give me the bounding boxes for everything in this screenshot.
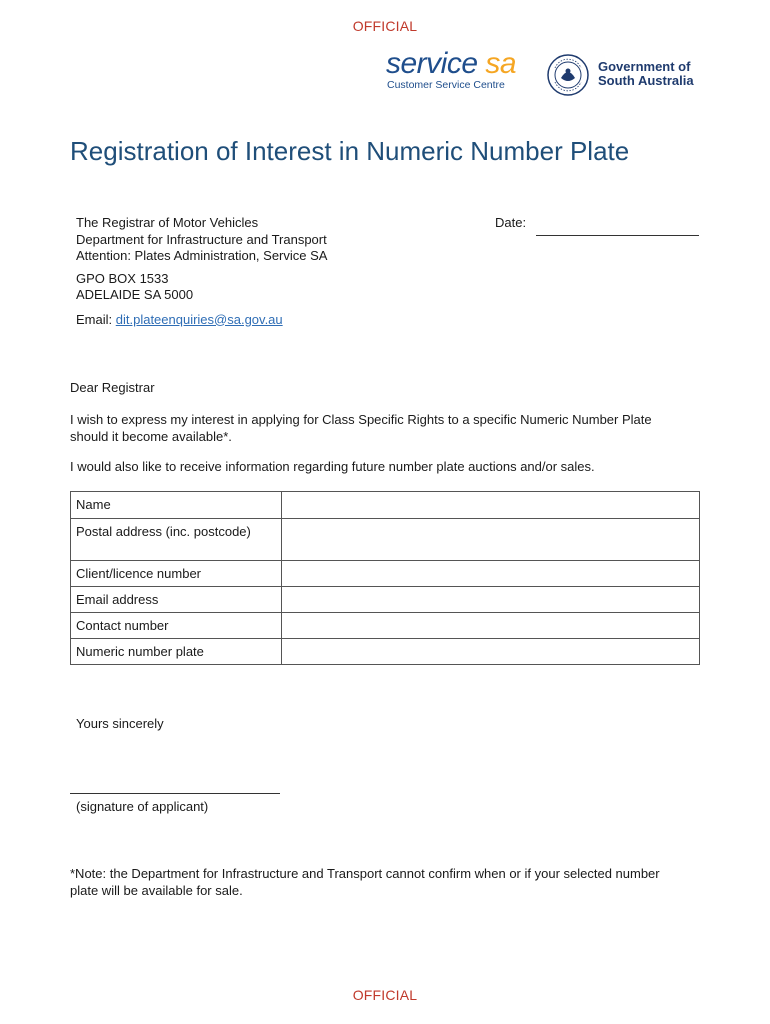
table-row [71, 587, 700, 613]
field-input-number-plate[interactable] [282, 639, 700, 665]
addressee-line: ADELAIDE SA 5000 [76, 287, 194, 302]
email-label: Email: [76, 311, 113, 327]
field-input-client-licence[interactable] [282, 561, 700, 587]
addressee-line: Attention: Plates Administration, Service SA [76, 248, 328, 263]
addressee-line: GPO BOX 1533 [76, 270, 169, 286]
applicant-details-table [70, 491, 700, 665]
date-field-line[interactable] [536, 235, 699, 236]
south-australia-seal-icon [547, 54, 589, 96]
table-row [71, 639, 700, 665]
service-sa-subtitle: Customer Service Centre [387, 79, 505, 91]
addressee-line: Department for Infrastructure and Transport [76, 231, 327, 247]
government-sa-logo-text [598, 60, 694, 88]
salutation: Dear Registrar [70, 380, 155, 395]
table-row [71, 519, 700, 561]
field-input-postal-address[interactable] [282, 519, 700, 561]
field-label-name: Name [71, 492, 282, 519]
addressee-block [76, 215, 327, 328]
field-input-name[interactable] [282, 492, 700, 519]
gov-line-2: South Australia [598, 73, 694, 88]
table-row [71, 492, 700, 519]
official-marking-top: OFFICIAL [352, 18, 418, 34]
service-sa-logo-word: service [386, 47, 478, 80]
field-label-contact: Contact number [71, 613, 282, 639]
field-label-email: Email address [71, 587, 282, 613]
footnote: *Note: the Department for Infrastructure and Transport cannot confirm when or if your selected number plate will be available for sale. [70, 866, 660, 898]
service-sa-logo-sa: sa [485, 47, 517, 80]
field-label-number-plate: Numeric number plate [71, 639, 282, 665]
field-input-email[interactable] [282, 587, 700, 613]
email-link[interactable]: dit.plateenquiries@sa.gov.au [115, 311, 283, 327]
official-marking-bottom: OFFICIAL [352, 987, 418, 1003]
addressee-line: The Registrar of Motor Vehicles [76, 215, 259, 230]
email-line [76, 312, 327, 329]
date-label: Date: [495, 215, 527, 230]
field-label-client-licence: Client/licence number [71, 561, 282, 587]
field-input-contact[interactable] [282, 613, 700, 639]
interest-paragraph: I wish to express my interest in applying for Class Specific Rights to a specific Numeric Number Plate should it become available*. [70, 412, 652, 444]
field-label-postal-address: Postal address (inc. postcode) [71, 519, 282, 561]
document-title: Registration of Interest in Numeric Number Plate [70, 136, 630, 166]
signature-line[interactable] [70, 793, 280, 794]
information-paragraph: I would also like to receive information regarding future number plate auctions and/or sales. [70, 459, 595, 474]
table-row [71, 561, 700, 587]
service-sa-logo [386, 49, 516, 79]
signature-caption: (signature of applicant) [76, 799, 209, 814]
table-row [71, 613, 700, 639]
gov-line-1: Government of [598, 59, 691, 74]
closing: Yours sincerely [76, 716, 164, 731]
